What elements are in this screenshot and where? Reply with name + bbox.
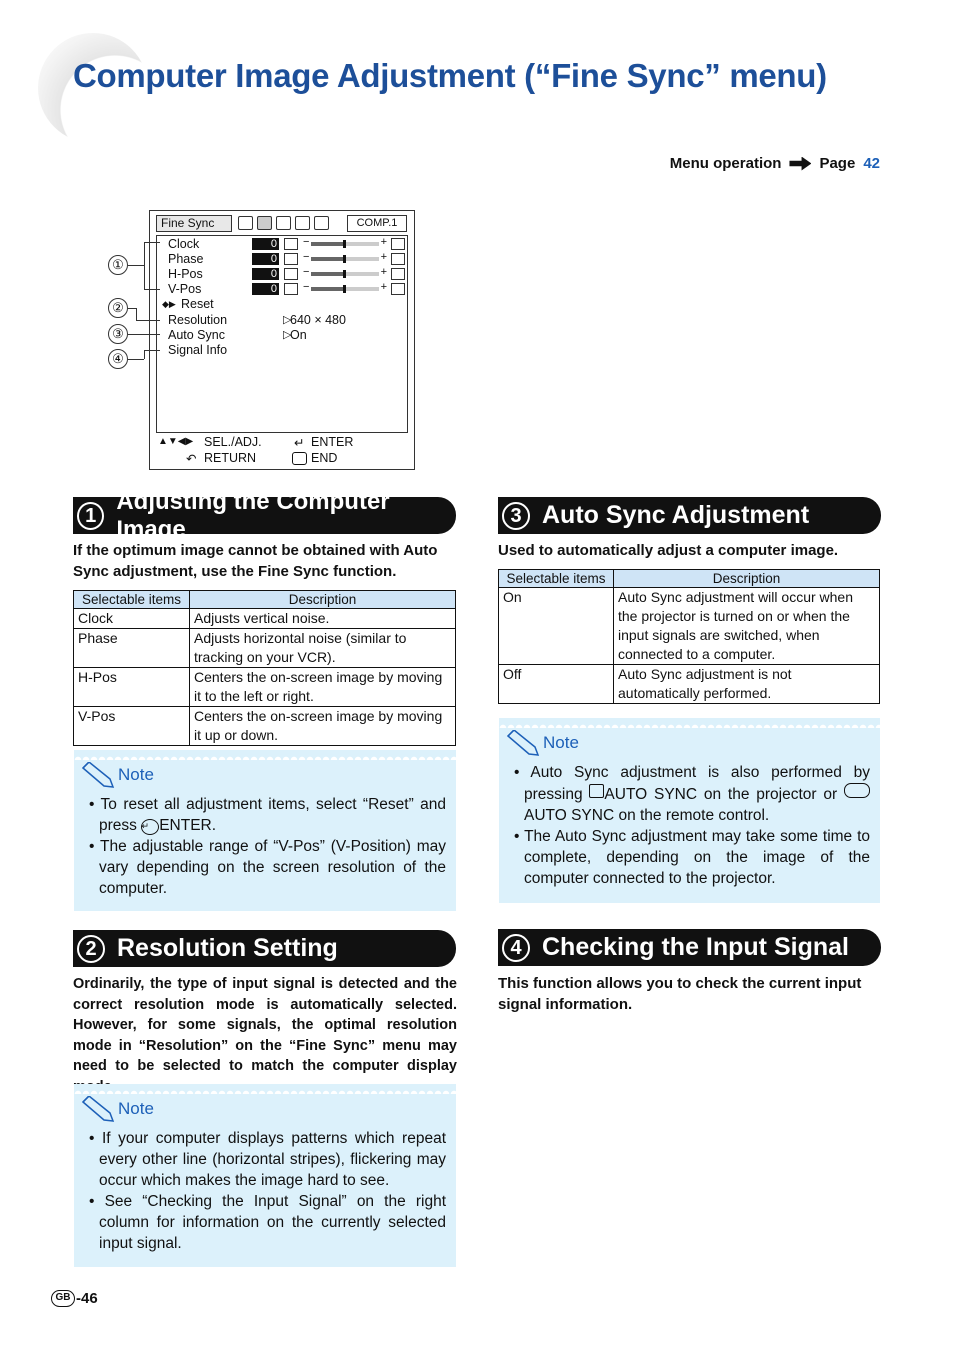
table-row [74,609,456,629]
clock-max-icon [391,238,405,250]
osd-menu-icons [238,216,329,230]
enter-icon: ↵ [294,436,305,450]
osd-item-phase: Phase [168,252,204,266]
vpos-min-icon [284,283,298,295]
table-cell: Adjusts horizontal noise (similar to tracking on your VCR). [190,629,456,668]
note-item: • See “Checking the Input Signal” on the right column for information on the currently selected input signal. [89,1193,447,1252]
section-title-autosync: Auto Sync Adjustment [542,501,810,529]
note-text: See “Checking the Input Signal” on the right column for information on the currently selected input signal. [99,1193,447,1252]
section-header-autosync [498,497,881,534]
callout-line [144,350,160,351]
pointer-icon: ▷ [283,329,292,341]
callout-line [128,359,144,360]
note-text: To reset all adjustment items, select “Reset” and press [99,796,446,834]
note-item: • Auto Sync adjustment is also performed by pressing AUTO SYNC on the projector or AUTO SYNC on the remote control. [514,764,870,824]
table-row [499,665,880,704]
page-link[interactable]: 42 [863,155,880,172]
note-text: AUTO SYNC on the projector or [604,786,844,803]
osd-value-vpos: 0 [252,283,279,295]
hpos-slider [303,268,387,280]
section-number-2: 2 [77,935,105,963]
callout-3: ③ [108,324,128,344]
options2-icon [295,216,310,230]
note-header [80,1096,456,1122]
remote-auto-sync-icon [844,783,870,798]
callout-1: ① [108,255,128,275]
slider-minus: − [303,251,310,263]
callout-bracket [144,242,145,289]
menu-operation-reference [670,155,880,172]
note-text: Auto Sync adjustment is also performed by pressing [524,764,870,803]
table-cell: Off [499,665,614,704]
note-text: The Auto Sync adjustment may take some time to complete, depending on the image of the computer connected to the projector. [524,828,870,887]
note-text: ENTER. [159,817,217,834]
osd-panel [156,235,408,433]
section2-lead: Ordinarily, the type of input signal is detected and the correct resolution mode is automatically selected. However, for some signals, the optimal resolution mode in “Resolution” on the “Fine Sync” menu may need to be selected to match the computer display [73,976,457,1074]
table-cell: Centers the on-screen image by moving it to the left or right. [190,668,456,707]
vpos-max-icon [391,283,405,295]
page-number-text: -46 [76,1290,98,1307]
table-header-row [74,591,456,609]
table-header: Description [614,570,880,588]
arrow-right-icon [789,157,811,171]
osd-item-reset: Reset [181,297,214,311]
note-item: • If your computer displays patterns which repeat every other line (horizontal stripes), flickering may occur which makes the image hard to see. [89,1130,447,1189]
enter-button-icon: ↵ [141,819,159,835]
osd-footer-sel-adj: SEL./ADJ. [204,435,262,449]
note-box [74,750,456,911]
callout-line [144,289,160,290]
reset-icon: ◆▶ [162,299,176,309]
note-box [499,718,880,903]
clock-min-icon [284,238,298,250]
section-title-input-signal: Checking the Input Signal [542,933,849,961]
table-row [74,668,456,707]
osd-autosync-value: On [290,328,307,342]
phase-min-icon [284,253,298,265]
table-cell: Centers the on-screen image by moving it up or down. [190,707,456,746]
osd-tab-fine-sync: Fine Sync [156,215,232,232]
note-box [74,1084,456,1267]
section-header-adjusting [73,487,456,543]
osd-item-hpos: H-Pos [168,267,203,281]
note-item: • The adjustable range of “V-Pos” (V-Position) may vary depending on the screen resolution of the computer. [89,838,446,897]
callout-line [136,320,160,321]
note-top-border [74,750,456,760]
phase-max-icon [391,253,405,265]
auto-sync-button-icon [589,784,604,798]
note-title: Note [118,765,154,784]
options1-icon [276,216,291,230]
callout-line [144,350,145,359]
note-top-border [74,1084,456,1094]
osd-value-phase: 0 [252,253,279,265]
osd-footer-end: END [311,451,338,465]
callout-line [144,242,160,243]
note-text: AUTO SYNC on the remote control. [524,807,770,824]
note-text: The adjustable range of “V-Pos” (V-Position) may vary depending on the screen resolution of the computer. [99,838,446,897]
table-header: Selectable items [74,591,190,609]
picture-icon [238,216,253,230]
slider-plus: + [380,251,387,263]
table-header: Selectable items [499,570,614,588]
table-cell: Adjusts vertical noise. [190,609,456,629]
note-list [89,794,446,899]
region-badge: GB [51,1290,75,1307]
pointer-icon: ▷ [283,314,292,326]
section-number-1: 1 [77,502,104,530]
section-header-input-signal [498,929,881,966]
section1-lead: If the optimum image cannot be obtained with Auto Sync adjustment, use the Fine Sync function. [73,542,438,580]
vpos-slider [303,283,387,295]
arrows-icon: ▲▼◀▶ [158,436,194,447]
pencil-icon [505,730,541,756]
section-header-resolution [73,930,456,967]
callout-line [128,308,136,309]
callout-4: ④ [108,349,128,369]
fine-sync-table [73,590,456,746]
table-cell: H-Pos [74,668,190,707]
return-icon: ↶ [186,452,197,466]
auto-sync-table [498,569,880,704]
table-cell: Auto Sync adjustment will occur when the projector is turned on or when the input signals are switched, when connected to a computer. [614,588,880,665]
table-cell: V-Pos [74,707,190,746]
language-icon [314,216,329,230]
slider-plus: + [380,266,387,278]
osd-item-autosync: Auto Sync [168,328,225,342]
pencil-icon [80,1096,116,1122]
note-top-border [499,718,880,728]
note-title: Note [543,733,579,752]
note-header [505,730,880,756]
note-text: If your computer displays patterns which repeat every other line (horizontal stripes), flickering may occur which makes the image hard to see. [99,1130,447,1189]
slider-minus: − [303,266,310,278]
note-title: Note [118,1099,154,1118]
table-header: Description [190,591,456,609]
slider-plus: + [380,281,387,293]
page-label: Page [819,155,856,172]
osd-resolution-value: 640 × 480 [290,313,346,327]
table-cell: Phase [74,629,190,668]
table-header-row [499,570,880,588]
callout-line [128,334,160,335]
slider-plus: + [380,236,387,248]
callout-2: ② [108,298,128,318]
fine-sync-osd-menu [149,210,415,470]
page-title: Computer Image Adjustment (“Fine Sync” menu) [73,57,827,94]
section3-lead: Used to automatically adjust a computer image. [498,542,839,559]
note-item: • To reset all adjustment items, select “Reset” and press ↵ ENTER. [89,796,446,834]
osd-item-clock: Clock [168,237,200,251]
osd-value-hpos: 0 [252,268,279,280]
note-list [514,762,870,889]
section4-lead: This function allows you to check the current input signal information. [498,975,862,1013]
osd-item-signal-info: Signal Info [168,343,228,357]
osd-item-resolution: Resolution [168,313,228,327]
osd-value-clock: 0 [252,238,279,250]
hpos-max-icon [391,268,405,280]
table-row [499,588,880,665]
hpos-min-icon [284,268,298,280]
table-row [74,707,456,746]
pencil-icon [80,762,116,788]
phase-slider [303,253,387,265]
clock-slider [303,238,387,250]
note-header [80,762,456,788]
note-item: • The Auto Sync adjustment may take some time to complete, depending on the image of the computer connected to the projector. [514,828,870,887]
osd-item-vpos: V-Pos [168,282,202,296]
table-cell: On [499,588,614,665]
table-cell: Auto Sync adjustment is not automatically performed. [614,665,880,704]
callout-line [128,265,144,266]
section-number-4: 4 [502,934,530,962]
slider-minus: − [303,236,310,248]
fine-sync-icon [257,216,272,230]
page-number [51,1290,98,1307]
table-cell: Clock [74,609,190,629]
osd-input-label: COMP.1 [347,215,407,232]
menu-operation-label: Menu operation [669,155,782,172]
table-row [74,629,456,668]
callout-line [136,308,137,320]
osd-footer-return: RETURN [204,451,257,465]
section-number-3: 3 [502,502,530,530]
note-list [89,1128,446,1254]
menu-button-icon [292,452,307,465]
section-title-resolution: Resolution Setting [117,934,338,962]
section-title-adjusting: Adjusting the Computer Image [116,487,390,543]
slider-minus: − [303,281,310,293]
osd-footer-enter: ENTER [311,435,354,449]
